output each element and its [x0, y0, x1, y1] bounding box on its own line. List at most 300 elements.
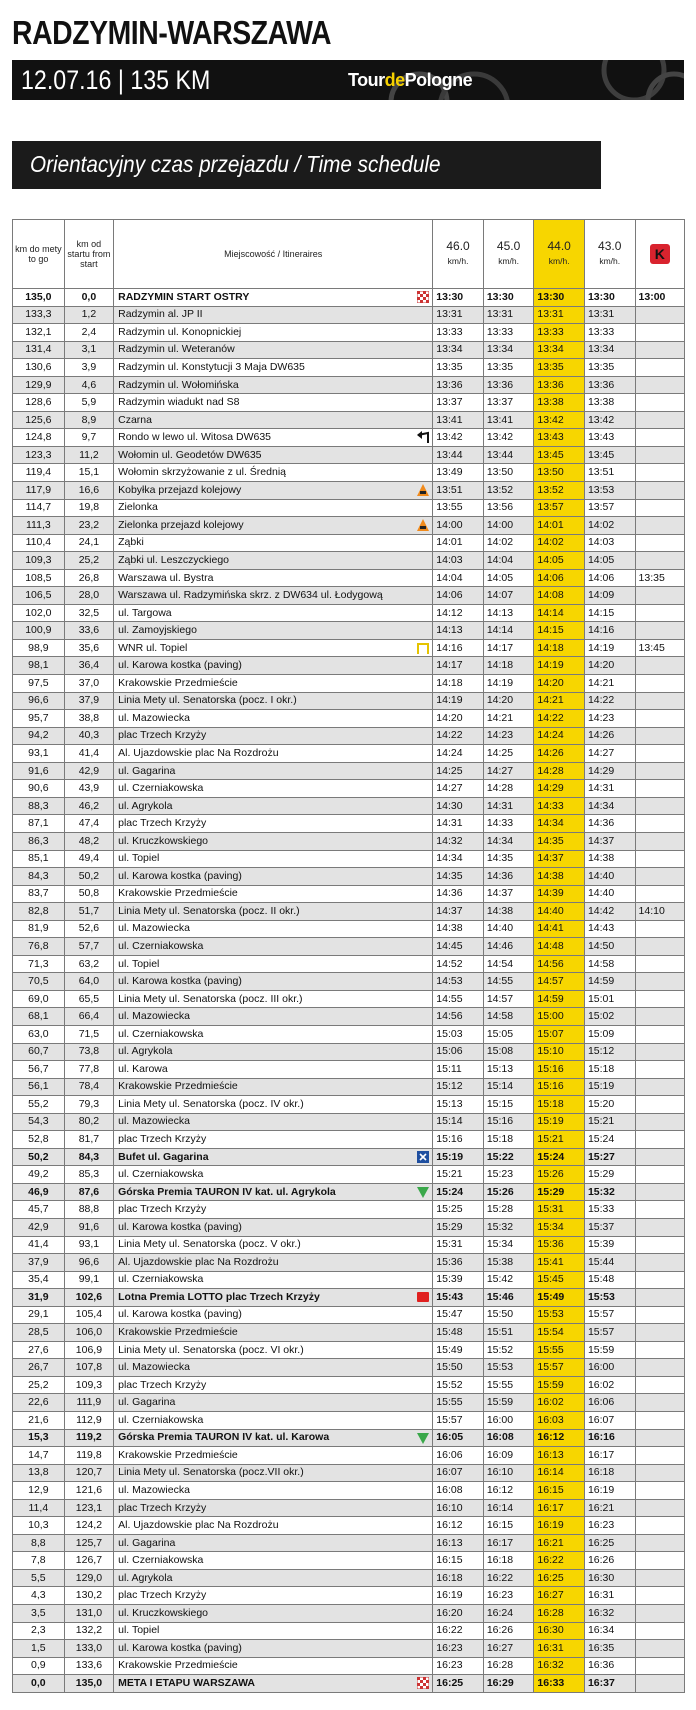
location [114, 464, 433, 482]
location [114, 411, 433, 429]
time-46 [433, 446, 484, 464]
time-46 [433, 1482, 484, 1500]
time-45-text: 13:31 [486, 308, 514, 321]
caravan-time [635, 1587, 684, 1605]
time-45-text: 14:34 [486, 834, 514, 847]
location-text: WNR ul. Topiel [118, 641, 188, 654]
table-row [13, 446, 685, 464]
caravan-time [635, 482, 684, 500]
location [114, 990, 433, 1008]
km-from-start [64, 1605, 113, 1623]
location-text: ul. Karowa [118, 1062, 168, 1075]
location-text: Ząbki ul. Leszczyckiego [118, 553, 230, 566]
caravan-time [635, 1201, 684, 1219]
km-from-start-text: 50,8 [78, 887, 100, 900]
table-row [13, 569, 685, 587]
time-44-text: 13:36 [537, 378, 564, 391]
time-43 [584, 1236, 635, 1254]
km-from-start [64, 604, 113, 622]
km-from-start [64, 1534, 113, 1552]
time-45-text: 16:00 [486, 1413, 514, 1426]
km-from-start [64, 552, 113, 570]
time-45 [483, 1183, 534, 1201]
time-43 [584, 1359, 635, 1377]
km-to-go-text: 8,8 [31, 1536, 46, 1549]
km-from-start-text: 25,2 [78, 553, 100, 566]
time-45 [483, 1622, 534, 1640]
time-45 [483, 1078, 534, 1096]
time-44 [534, 1131, 585, 1149]
time-43 [584, 499, 635, 517]
time-43-text: 13:38 [587, 396, 615, 409]
time-43 [584, 710, 635, 728]
time-46-text: 14:38 [436, 922, 463, 935]
table-row [13, 1675, 685, 1693]
time-46-text: 14:18 [436, 676, 463, 689]
time-45 [483, 411, 534, 429]
time-44 [534, 1640, 585, 1658]
caravan-time [635, 499, 684, 517]
time-43-text: 16:34 [587, 1624, 615, 1637]
time-45 [483, 1482, 534, 1500]
km-to-go [13, 1218, 65, 1236]
time-44-text: 15:10 [537, 1045, 564, 1058]
location [114, 938, 433, 956]
km-to-go [13, 1675, 65, 1693]
location [114, 1447, 433, 1465]
time-43 [584, 885, 635, 903]
km-to-go-text: 0,9 [31, 1659, 46, 1672]
time-43-text: 13:45 [587, 448, 615, 461]
time-43 [584, 850, 635, 868]
time-45 [483, 622, 534, 640]
time-46 [433, 1218, 484, 1236]
time-43 [584, 920, 635, 938]
time-44 [534, 1078, 585, 1096]
time-44-text: 14:19 [537, 659, 564, 672]
time-46-text: 13:37 [436, 396, 463, 409]
time-45-text: 13:36 [486, 378, 514, 391]
time-43-text: 14:22 [587, 694, 615, 707]
time-45 [483, 1271, 534, 1289]
time-46 [433, 1096, 484, 1114]
time-45-text: 13:37 [486, 396, 514, 409]
time-44 [534, 1324, 585, 1342]
km-from-start-text: 63,2 [78, 957, 100, 970]
km-to-go [13, 1534, 65, 1552]
km-to-go-text: 4,3 [31, 1589, 46, 1602]
time-43-text: 13:36 [587, 378, 615, 391]
km-to-go [13, 885, 65, 903]
km-from-start-text: 84,3 [78, 1150, 100, 1163]
km-from-start [64, 1587, 113, 1605]
km-from-start-text: 57,7 [78, 940, 100, 952]
speed-header-43: 43.0 km/h. [584, 220, 635, 289]
time-44 [534, 429, 585, 447]
km-to-go-text: 132,1 [25, 325, 52, 338]
time-45 [483, 394, 534, 412]
caravan-time-text: 13:00 [638, 290, 666, 303]
time-44-text: 14:08 [537, 589, 564, 602]
table-row [13, 1218, 685, 1236]
time-45 [483, 903, 534, 921]
time-44-text: 16:30 [537, 1624, 564, 1637]
time-45 [483, 762, 534, 780]
caravan-time [635, 1008, 684, 1026]
time-46 [433, 306, 484, 324]
time-44 [534, 569, 585, 587]
table-row [13, 868, 685, 886]
km-from-start-text: 78,4 [78, 1080, 100, 1093]
time-43 [584, 289, 635, 307]
caravan-time [635, 1096, 684, 1114]
table-row [13, 604, 685, 622]
time-45 [483, 1025, 534, 1043]
time-46-text: 14:45 [436, 940, 463, 952]
km-to-go-text: 22,6 [28, 1396, 49, 1409]
caravan-time [635, 1429, 684, 1447]
time-46-text: 16:23 [436, 1641, 463, 1654]
location [114, 1271, 433, 1289]
time-43-text: 13:33 [587, 325, 615, 338]
time-46 [433, 1569, 484, 1587]
time-46 [433, 324, 484, 342]
time-46 [433, 1289, 484, 1307]
time-45 [483, 534, 534, 552]
caravan-time [635, 1025, 684, 1043]
time-46-text: 16:25 [436, 1676, 464, 1689]
km-to-go [13, 1657, 65, 1675]
location [114, 1201, 433, 1219]
time-44-text: 16:19 [537, 1519, 564, 1532]
time-44 [534, 1675, 585, 1693]
time-46 [433, 1166, 484, 1184]
km-from-start-text: 80,2 [78, 1115, 100, 1128]
location [114, 552, 433, 570]
location [114, 1218, 433, 1236]
time-44-text: 13:50 [537, 466, 564, 479]
time-43-text: 15:27 [587, 1150, 615, 1163]
time-44 [534, 622, 585, 640]
km-to-go [13, 903, 65, 921]
caravan-time [635, 1622, 684, 1640]
time-44 [534, 762, 585, 780]
table-row [13, 429, 685, 447]
time-45 [483, 710, 534, 728]
km-from-start-text: 119,2 [76, 1431, 102, 1444]
location [114, 1622, 433, 1640]
km-from-start [64, 797, 113, 815]
location-text: ul. Zamoyjskiego [118, 624, 197, 637]
time-46 [433, 1183, 484, 1201]
stage-date-distance: 12.07.16 | 135 KM [21, 65, 211, 95]
km-to-go-text: 45,7 [28, 1203, 49, 1216]
time-45-text: 15:05 [486, 1027, 514, 1040]
time-43 [584, 1306, 635, 1324]
time-43-text: 14:38 [587, 852, 615, 865]
location-text: plac Trzech Krzyży [118, 1133, 207, 1146]
time-46 [433, 1306, 484, 1324]
km-to-go [13, 1499, 65, 1517]
time-46-text: 14:20 [436, 711, 463, 724]
time-45 [483, 1587, 534, 1605]
km-to-go [13, 1341, 65, 1359]
time-43-text: 15:29 [587, 1168, 615, 1181]
time-43-text: 15:32 [587, 1185, 615, 1198]
time-46 [433, 1534, 484, 1552]
time-46 [433, 394, 484, 412]
location-text: Radzymin ul. Weteranów [118, 343, 235, 356]
location [114, 1008, 433, 1026]
table-row [13, 675, 685, 693]
km-to-go [13, 973, 65, 991]
time-45-text: 14:40 [486, 922, 514, 935]
time-44-text: 13:38 [537, 396, 564, 409]
time-43-text: 14:29 [587, 764, 615, 777]
km-from-start [64, 1096, 113, 1114]
time-43 [584, 1622, 635, 1640]
time-43-text: 14:27 [587, 746, 615, 759]
time-43-text: 14:40 [587, 869, 615, 882]
time-44-text: 14:06 [537, 571, 564, 584]
km-from-start [64, 868, 113, 886]
km-from-start-text: 129,0 [75, 1571, 103, 1584]
time-45-text: 14:33 [486, 817, 514, 830]
time-43 [584, 780, 635, 798]
km-to-go [13, 1605, 65, 1623]
caravan-time [635, 1043, 684, 1061]
time-46-text: 14:27 [436, 782, 463, 795]
km-to-go-text: 60,7 [28, 1045, 49, 1058]
caravan-time [635, 464, 684, 482]
km-to-go-text: 25,2 [28, 1378, 49, 1391]
table-row [13, 1008, 685, 1026]
km-from-start-header: km od startu from start [64, 220, 113, 289]
time-43 [584, 1324, 635, 1342]
km-from-start [64, 973, 113, 991]
table-row [13, 1429, 685, 1447]
time-45-text: 16:22 [486, 1571, 514, 1584]
km-from-start-text: 3,9 [81, 360, 97, 373]
time-44 [534, 1605, 585, 1623]
table-row [13, 1166, 685, 1184]
time-43-text: 14:34 [587, 799, 615, 812]
time-45 [483, 482, 534, 500]
caravan-time [635, 1394, 684, 1412]
time-46-text: 15:47 [436, 1308, 463, 1321]
time-44-text: 14:05 [537, 553, 564, 566]
time-44-text: 14:20 [537, 676, 564, 689]
time-45 [483, 850, 534, 868]
km-to-go [13, 341, 65, 359]
location [114, 1464, 433, 1482]
km-from-start-text: 106,0 [75, 1326, 103, 1339]
time-44-text: 16:27 [537, 1589, 564, 1602]
km-from-start-text: 3,1 [81, 343, 97, 356]
location-text: ul. Czerniakowska [118, 940, 204, 952]
caravan-time [635, 797, 684, 815]
time-44 [534, 1552, 585, 1570]
time-45 [483, 429, 534, 447]
time-43 [584, 1376, 635, 1394]
km-to-go-text: 123,3 [25, 448, 52, 461]
km-to-go-text: 10,3 [28, 1519, 49, 1532]
time-44 [534, 1447, 585, 1465]
time-43-text: 13:51 [587, 466, 615, 479]
caravan-time [635, 1166, 684, 1184]
km-to-go-text: 26,7 [28, 1361, 49, 1374]
table-row [13, 1201, 685, 1219]
time-46-text: 15:19 [436, 1150, 464, 1163]
km-from-start-text: 121,6 [75, 1483, 103, 1496]
table-row [13, 1517, 685, 1535]
time-46 [433, 1201, 484, 1219]
time-46 [433, 534, 484, 552]
time-45 [483, 955, 534, 973]
km-to-go [13, 675, 65, 693]
time-43 [584, 815, 635, 833]
km-from-start [64, 1517, 113, 1535]
km-from-start [64, 710, 113, 728]
time-46 [433, 832, 484, 850]
km-to-go-text: 70,5 [28, 975, 49, 988]
time-44 [534, 341, 585, 359]
caravan-time [635, 1113, 684, 1131]
location [114, 885, 433, 903]
km-to-go [13, 1359, 65, 1377]
km-from-start [64, 1482, 113, 1500]
time-44 [534, 1218, 585, 1236]
km-to-go [13, 1517, 65, 1535]
location [114, 1324, 433, 1342]
time-44 [534, 1271, 585, 1289]
km-to-go-text: 50,2 [28, 1150, 49, 1163]
time-43 [584, 1394, 635, 1412]
time-43-text: 13:34 [587, 343, 615, 356]
time-45 [483, 1043, 534, 1061]
table-row [13, 1254, 685, 1272]
time-44 [534, 1043, 585, 1061]
km-from-start [64, 1271, 113, 1289]
location-text: Górska Premia TAURON IV kat. ul. Karowa [118, 1431, 330, 1444]
location [114, 587, 433, 605]
time-44 [534, 990, 585, 1008]
time-45-text: 14:35 [486, 852, 514, 865]
km-to-go-text: 41,4 [28, 1238, 49, 1251]
time-45-text: 14:27 [486, 764, 514, 777]
time-43 [584, 832, 635, 850]
km-from-start-text: 135,0 [75, 1676, 103, 1689]
table-row [13, 797, 685, 815]
time-46-text: 13:49 [436, 466, 463, 479]
km-from-start-text: 102,6 [75, 1290, 103, 1303]
time-43 [584, 1025, 635, 1043]
time-44 [534, 868, 585, 886]
km-to-go [13, 1131, 65, 1149]
time-45 [483, 1166, 534, 1184]
time-45 [483, 639, 534, 657]
table-row [13, 973, 685, 991]
km-to-go [13, 534, 65, 552]
caravan-time [635, 1640, 684, 1658]
caravan-time [635, 903, 684, 921]
location [114, 973, 433, 991]
location-text: Radzymin ul. Konopnickiej [118, 325, 242, 338]
time-45-text: 13:30 [486, 290, 514, 303]
table-row [13, 324, 685, 342]
table-row [13, 1552, 685, 1570]
location-text: Krakowskie Przedmieście [118, 1659, 238, 1672]
caravan-time [635, 990, 684, 1008]
location [114, 1148, 433, 1166]
time-46 [433, 569, 484, 587]
time-45 [483, 692, 534, 710]
location [114, 306, 433, 324]
time-43-text: 14:06 [587, 571, 615, 584]
location [114, 780, 433, 798]
table-row [13, 1534, 685, 1552]
time-43 [584, 1271, 635, 1289]
time-43-text: 15:09 [587, 1027, 615, 1040]
location [114, 1657, 433, 1675]
time-45-text: 14:28 [486, 782, 514, 795]
km-to-go [13, 604, 65, 622]
location-text: Linia Mety ul. Senatorska (pocz.VII okr.) [118, 1466, 304, 1479]
stage-banner [12, 60, 684, 100]
time-43-text: 15:19 [587, 1080, 615, 1093]
time-45-text: 15:52 [486, 1343, 514, 1356]
caravan-time-text: 14:10 [638, 904, 665, 917]
km-from-start-text: 8,9 [81, 413, 97, 426]
time-46 [433, 376, 484, 394]
caravan-time [635, 1061, 684, 1079]
caravan-time [635, 324, 684, 342]
location [114, 1113, 433, 1131]
location [114, 341, 433, 359]
time-43-text: 16:23 [587, 1519, 615, 1532]
time-45 [483, 306, 534, 324]
time-43 [584, 1218, 635, 1236]
location [114, 832, 433, 850]
table-row [13, 832, 685, 850]
time-44 [534, 1166, 585, 1184]
time-44 [534, 1499, 585, 1517]
time-46 [433, 903, 484, 921]
time-46 [433, 1605, 484, 1623]
page-title: RADZYMIN-WARSZAWA [12, 14, 332, 51]
location-text: plac Trzech Krzyży [118, 1378, 207, 1391]
km-from-start [64, 745, 113, 763]
time-43-text: 14:50 [587, 940, 615, 952]
table-row [13, 1289, 685, 1307]
km-from-start-text: 52,6 [78, 922, 100, 935]
time-46 [433, 1429, 484, 1447]
km-to-go [13, 429, 65, 447]
time-46 [433, 604, 484, 622]
location-text: Linia Mety ul. Senatorska (pocz. V okr.) [118, 1238, 301, 1251]
time-46 [433, 1341, 484, 1359]
table-row [13, 903, 685, 921]
km-to-go [13, 1289, 65, 1307]
time-44-text: 13:42 [537, 413, 564, 426]
time-45 [483, 376, 534, 394]
time-46 [433, 710, 484, 728]
time-46 [433, 1447, 484, 1465]
caravan-time [635, 920, 684, 938]
km-to-go [13, 1043, 65, 1061]
location-text: Krakowskie Przedmieście [118, 1448, 238, 1461]
km-to-go-text: 129,9 [25, 378, 52, 391]
